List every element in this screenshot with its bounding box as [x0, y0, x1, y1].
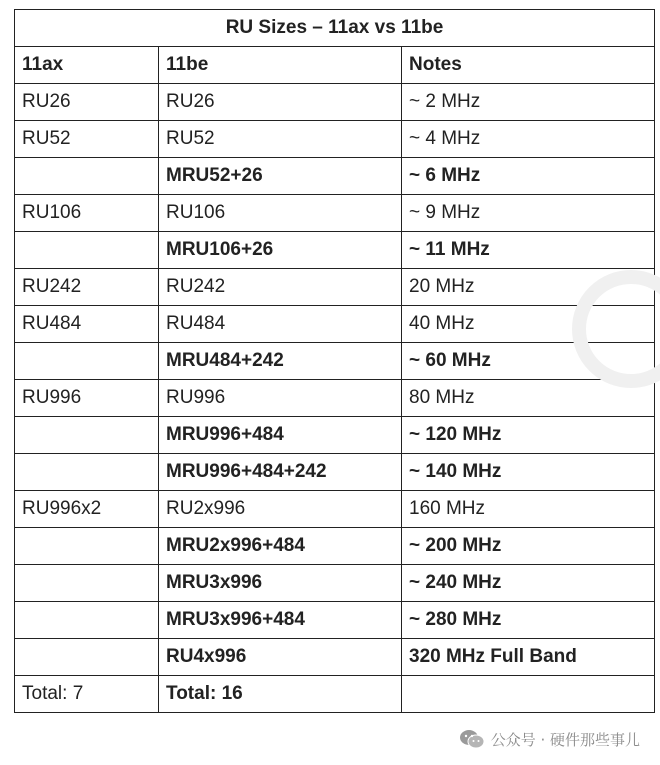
table-row	[15, 269, 655, 306]
cell-11ax	[15, 343, 159, 380]
cell-notes: ~ 11 MHz	[402, 232, 655, 269]
cell-notes: ~ 60 MHz	[402, 343, 655, 380]
cell-notes: ~ 120 MHz	[402, 417, 655, 454]
table-row	[15, 639, 655, 676]
cell-11be: RU996	[159, 380, 402, 417]
cell-11ax: RU106	[15, 195, 159, 232]
cell-11ax	[15, 454, 159, 491]
header-row	[15, 47, 655, 84]
total-11ax: Total: 7	[15, 676, 159, 713]
total-notes	[402, 676, 655, 713]
cell-notes: ~ 9 MHz	[402, 195, 655, 232]
table-row	[15, 121, 655, 158]
cell-notes: ~ 6 MHz	[402, 158, 655, 195]
cell-11ax: RU242	[15, 269, 159, 306]
cell-11be: MRU3x996+484	[159, 602, 402, 639]
cell-11ax: RU996x2	[15, 491, 159, 528]
cell-notes: 40 MHz	[402, 306, 655, 343]
cell-11ax	[15, 232, 159, 269]
title-row	[15, 10, 655, 47]
cell-notes: 80 MHz	[402, 380, 655, 417]
cell-11be: RU242	[159, 269, 402, 306]
cell-11be: RU484	[159, 306, 402, 343]
cell-notes: ~ 280 MHz	[402, 602, 655, 639]
table-row	[15, 158, 655, 195]
table-row	[15, 602, 655, 639]
cell-11be: MRU2x996+484	[159, 528, 402, 565]
totals-row	[15, 676, 655, 713]
table-row	[15, 454, 655, 491]
cell-11be: RU52	[159, 121, 402, 158]
table-row	[15, 343, 655, 380]
table-row	[15, 380, 655, 417]
ru-sizes-table	[14, 9, 655, 713]
cell-11ax: RU26	[15, 84, 159, 121]
cell-11ax	[15, 417, 159, 454]
cell-11be: MRU3x996	[159, 565, 402, 602]
cell-11ax: RU996	[15, 380, 159, 417]
cell-11be: MRU484+242	[159, 343, 402, 380]
cell-notes: ~ 240 MHz	[402, 565, 655, 602]
cell-11be: RU26	[159, 84, 402, 121]
cell-11be: MRU996+484	[159, 417, 402, 454]
cell-11be: MRU996+484+242	[159, 454, 402, 491]
cell-11ax: RU484	[15, 306, 159, 343]
column-header-11ax: 11ax	[15, 47, 159, 84]
cell-notes: 20 MHz	[402, 269, 655, 306]
cell-11ax	[15, 639, 159, 676]
cell-notes: ~ 4 MHz	[402, 121, 655, 158]
cell-11be: RU106	[159, 195, 402, 232]
table-row	[15, 306, 655, 343]
cell-11ax: RU52	[15, 121, 159, 158]
table-row	[15, 491, 655, 528]
column-header-notes: Notes	[402, 47, 655, 84]
table-title: RU Sizes – 11ax vs 11be	[15, 10, 655, 47]
cell-11be: RU4x996	[159, 639, 402, 676]
cell-11be: MRU106+26	[159, 232, 402, 269]
cell-notes: 320 MHz Full Band	[402, 639, 655, 676]
cell-11ax	[15, 528, 159, 565]
cell-11be: RU2x996	[159, 491, 402, 528]
cell-notes: ~ 140 MHz	[402, 454, 655, 491]
cell-notes: 160 MHz	[402, 491, 655, 528]
table-row	[15, 528, 655, 565]
cell-11ax	[15, 158, 159, 195]
table-row	[15, 417, 655, 454]
table-row	[15, 232, 655, 269]
watermark-text: 公众号 · 硬件那些事儿	[490, 730, 640, 749]
total-11be: Total: 16	[159, 676, 402, 713]
cell-11be: MRU52+26	[159, 158, 402, 195]
wechat-icon	[459, 729, 485, 749]
cell-notes: ~ 2 MHz	[402, 84, 655, 121]
column-header-11be: 11be	[159, 47, 402, 84]
cell-11ax	[15, 565, 159, 602]
table-row	[15, 565, 655, 602]
wechat-watermark	[459, 726, 640, 752]
cell-notes: ~ 200 MHz	[402, 528, 655, 565]
table-row	[15, 84, 655, 121]
table-row	[15, 195, 655, 232]
cell-11ax	[15, 602, 159, 639]
